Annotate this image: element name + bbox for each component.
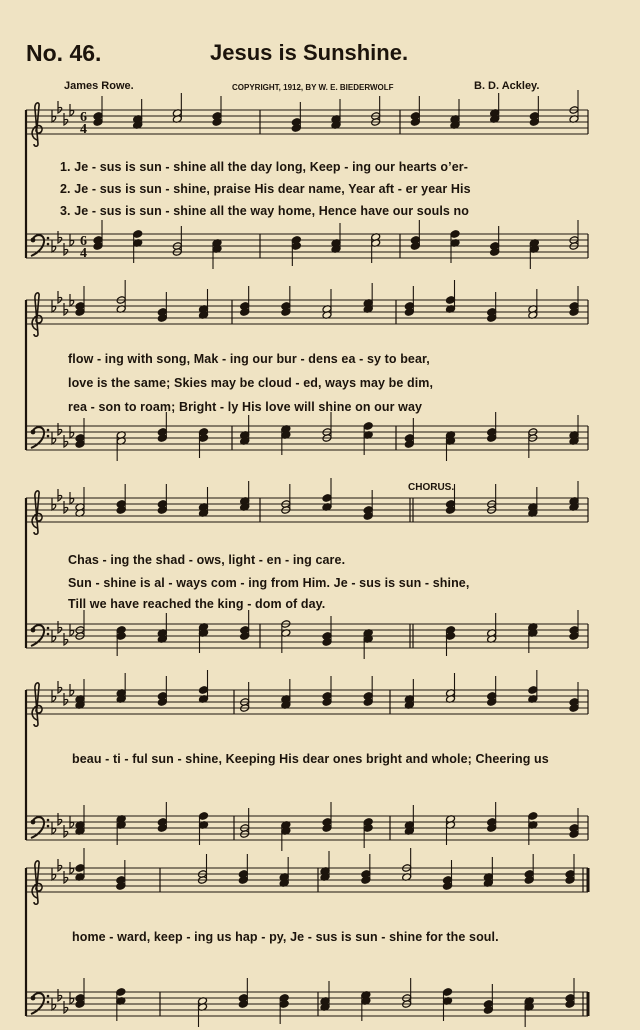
bass-clef-dot <box>47 237 50 240</box>
bass-clef-dot <box>31 996 36 1001</box>
flat-icon <box>64 243 68 255</box>
time-signature: 4 <box>80 246 87 261</box>
flat-icon <box>52 110 56 122</box>
bass-clef-dot <box>47 633 50 636</box>
bass-clef-dot <box>31 238 36 243</box>
flat-icon <box>58 621 62 633</box>
bass-clef-dot <box>47 429 50 432</box>
bass-clef-dot <box>47 1001 50 1004</box>
flat-icon <box>58 291 62 303</box>
flat-icon <box>70 492 74 504</box>
bass-clef-dot <box>47 825 50 828</box>
treble-clef-icon <box>32 103 42 146</box>
flat-icon <box>52 690 56 702</box>
flat-icon <box>64 871 68 883</box>
bass-clef-dot <box>31 820 36 825</box>
flat-icon <box>52 300 56 312</box>
lyric-line: Chas - ing the shad - ows, light - en - ing care. <box>68 553 346 567</box>
bass-clef-dot <box>47 819 50 822</box>
treble-clef-icon <box>32 861 42 904</box>
flat-icon <box>64 501 68 513</box>
flat-icon <box>70 992 74 1004</box>
time-signature: 4 <box>80 122 87 137</box>
bass-clef-dot <box>47 627 50 630</box>
lyric-line: love is the same; Skies may be cloud - ed, ways may be dim, <box>68 376 434 390</box>
flat-icon <box>64 693 68 705</box>
copyright-notice: COPYRIGHT, 1912, BY W. E. BIEDERWOLF <box>232 83 394 92</box>
flat-icon <box>58 681 62 693</box>
flat-icon <box>52 630 56 642</box>
treble-clef-icon <box>32 491 42 534</box>
hymn-number: No. 46. <box>26 40 102 66</box>
flat-icon <box>70 624 74 636</box>
composer-credit: B. D. Ackley. <box>474 80 540 92</box>
bass-clef-dot <box>31 628 36 633</box>
flat-icon <box>64 825 68 837</box>
flat-icon <box>70 234 74 246</box>
flat-icon <box>64 435 68 447</box>
bass-clef-dot <box>47 435 50 438</box>
flat-icon <box>64 633 68 645</box>
flat-icon <box>52 498 56 510</box>
lyric-line: beau - ti - ful sun - shine, Keeping His dear ones bright and whole; Cheering us <box>72 752 549 766</box>
flat-icon <box>70 816 74 828</box>
lyric-line: rea - son to roam; Bright - ly His love will shine on our way <box>68 400 423 414</box>
chorus-label: CHORUS. <box>408 482 455 493</box>
lyric-line: flow - ing with song, Mak - ing our bur - dens ea - sy to bear, <box>68 352 430 366</box>
flat-icon <box>58 489 62 501</box>
flat-icon <box>64 303 68 315</box>
flat-icon <box>70 104 74 116</box>
flat-icon <box>52 822 56 834</box>
lyric-line: Sun - shine is al - ways com - ing from Him. Je - sus is sun - shine, <box>68 576 470 590</box>
bass-clef-dot <box>47 995 50 998</box>
flat-icon <box>52 240 56 252</box>
treble-clef-icon <box>32 683 42 726</box>
flat-icon <box>70 426 74 438</box>
bass-clef-dot <box>31 430 36 435</box>
flat-icon <box>64 113 68 125</box>
flat-icon <box>52 432 56 444</box>
bass-clef-dot <box>47 243 50 246</box>
flat-icon <box>58 231 62 243</box>
lyric-line: 1. Je - sus is sun - shine all the day long, Keep - ing our hearts o’er- <box>60 160 468 174</box>
hymn-title: Jesus is Sunshine. <box>210 40 409 65</box>
flat-icon <box>70 862 74 874</box>
flat-icon <box>52 868 56 880</box>
lyric-line: 2. Je - sus is sun - shine, praise His dear name, Year aft - er year His <box>60 182 471 196</box>
time-signature: 6 <box>80 234 87 249</box>
treble-clef-icon <box>32 293 42 336</box>
lyric-line: Till we have reached the king - dom of day. <box>68 597 326 611</box>
flat-icon <box>70 684 74 696</box>
flat-icon <box>58 859 62 871</box>
flat-icon <box>52 998 56 1010</box>
time-signature: 6 <box>80 110 87 125</box>
flat-icon <box>58 813 62 825</box>
lyricist-credit: James Rowe. <box>64 80 134 92</box>
lyric-line: 3. Je - sus is sun - shine all the way home, Hence have our souls no <box>60 204 470 218</box>
lyric-line: home - ward, keep - ing us hap - py, Je - sus is sun - shine for the soul. <box>72 930 499 944</box>
flat-icon <box>64 1001 68 1013</box>
flat-icon <box>58 989 62 1001</box>
flat-icon <box>58 101 62 113</box>
flat-icon <box>70 294 74 306</box>
flat-icon <box>58 423 62 435</box>
